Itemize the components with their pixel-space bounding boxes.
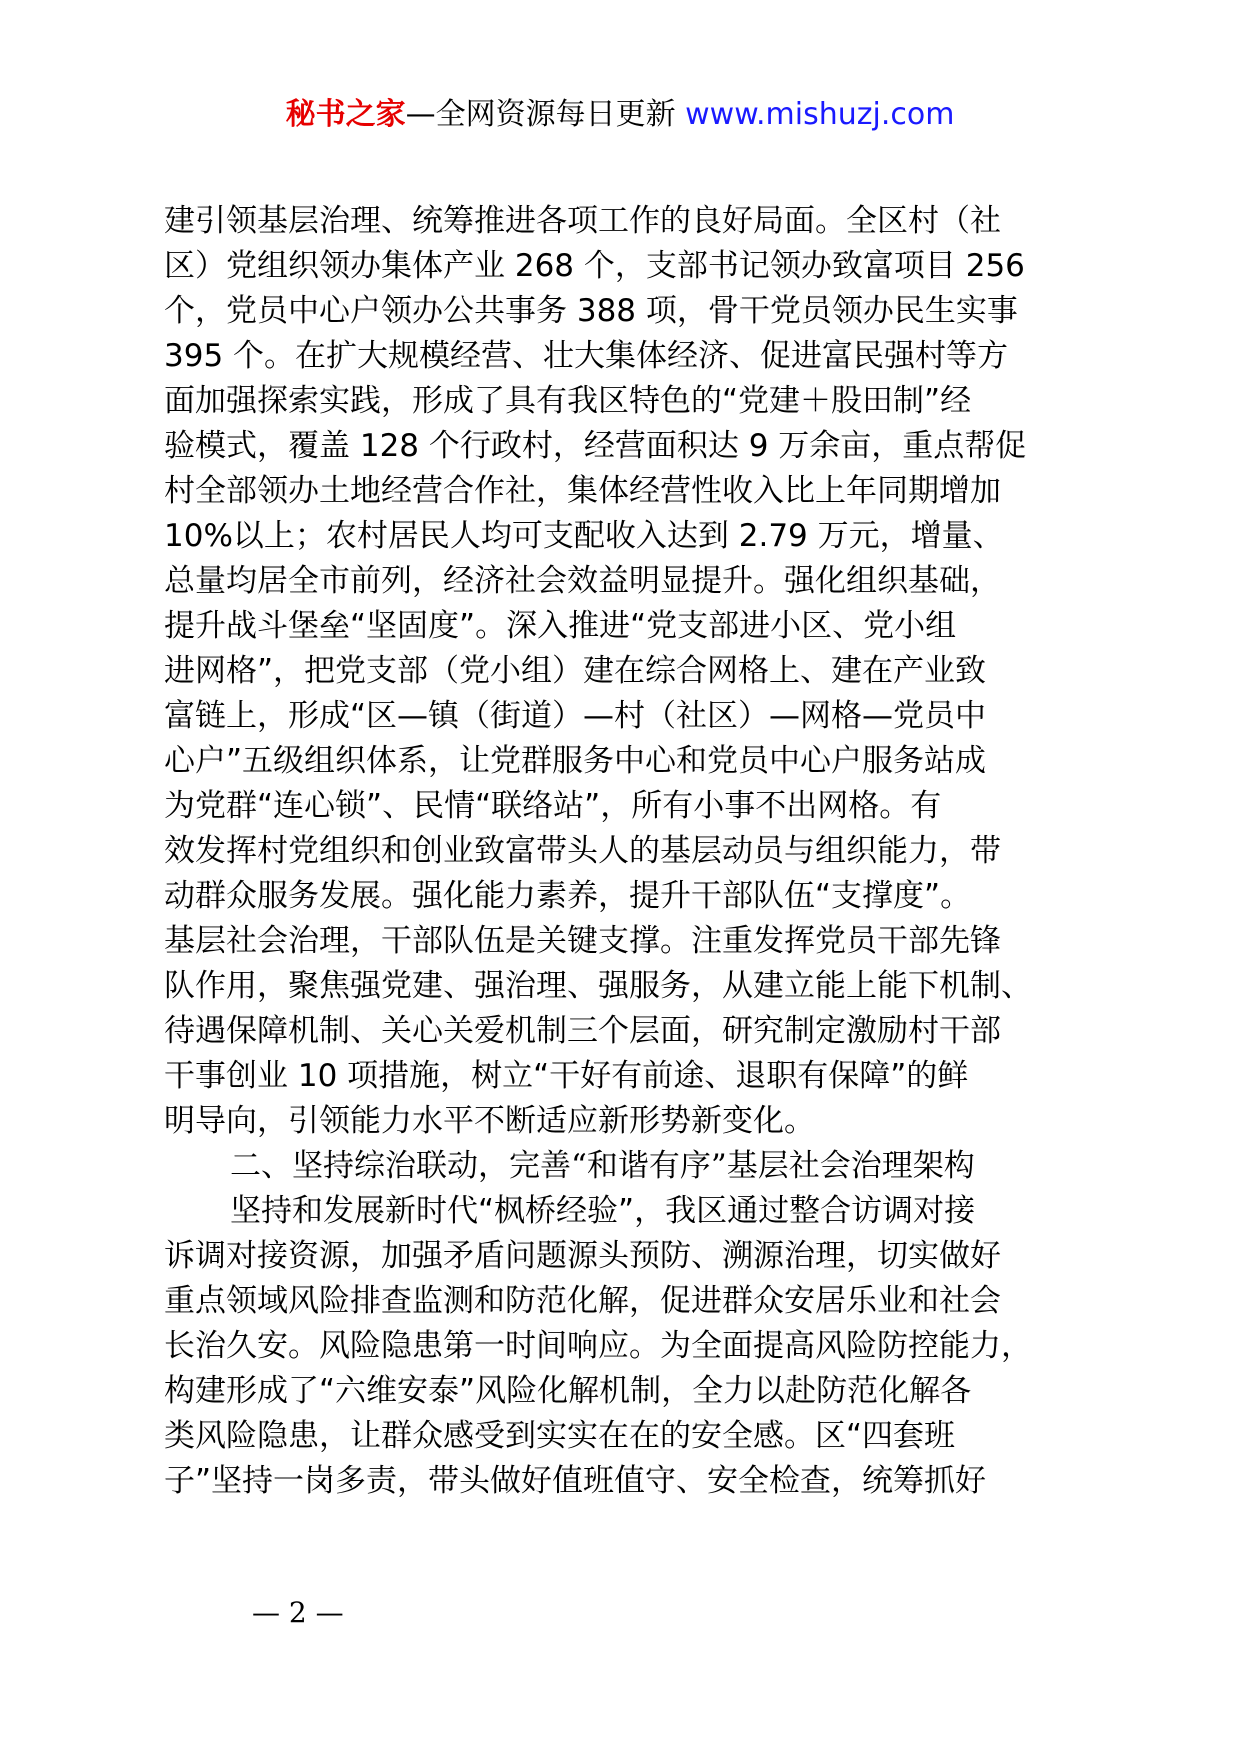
section-heading: 二、坚持综治联动，完善“和谐有序”基层社会治理架构 bbox=[230, 1148, 975, 1184]
tagline: —全网资源每日更新 bbox=[405, 97, 686, 132]
text-line: 面加强探索实践，形成了具有我区特色的“党建＋股田制”经 bbox=[164, 383, 972, 419]
text-line: 队作用，聚焦强党建、强治理、强服务，从建立能上能下机制、 bbox=[164, 968, 1032, 1004]
text-line: 验模式，覆盖 128 个行政村，经营面积达 9 万余亩，重点帮促 bbox=[164, 428, 1027, 464]
text-line: 动群众服务发展。强化能力素养，提升干部队伍“支撑度”。 bbox=[164, 878, 972, 914]
text-line: 村全部领办土地经营合作社，集体经营性收入比上年同期增加 bbox=[164, 473, 1001, 509]
brand-name: 秘书之家 bbox=[285, 97, 406, 132]
text-line: 重点领域风险排查监测和防范化解，促进群众安居乐业和社会 bbox=[164, 1283, 1001, 1319]
site-header bbox=[0, 95, 1240, 135]
text-line: 区）党组织领办集体产业 268 个，支部书记领办致富项目 256 bbox=[164, 248, 1025, 284]
document-body bbox=[164, 199, 1124, 1504]
text-line: 子”坚持一岗多责，带头做好值班值守、安全检查，统筹抓好 bbox=[164, 1463, 987, 1499]
text-line: 类风险隐患，让群众感受到实实在在的安全感。区“四套班 bbox=[164, 1418, 956, 1454]
text-line: 个，党员中心户领办公共事务 388 项，骨干党员领办民生实事 bbox=[164, 293, 1018, 329]
text-line: 长治久安。风险隐患第一时间响应。为全面提高风险防控能力， bbox=[164, 1328, 1032, 1364]
site-url-link[interactable]: www.mishuzj.com bbox=[685, 97, 955, 132]
text-line: 构建形成了“六维安泰”风险化解机制，全力以赴防范化解各 bbox=[164, 1373, 972, 1409]
text-line: 效发挥村党组织和创业致富带头人的基层动员与组织能力，带 bbox=[164, 833, 1001, 869]
text-line: 10%以上；农村居民人均可支配收入达到 2.79 万元，增量、 bbox=[164, 518, 1004, 554]
text-line: 明导向，引领能力水平不断适应新形势新变化。 bbox=[164, 1103, 815, 1139]
text-line: 干事创业 10 项措施，树立“干好有前途、退职有保障”的鲜 bbox=[164, 1058, 969, 1094]
text-line: 待遇保障机制、关心关爱机制三个层面，研究制定激励村干部 bbox=[164, 1013, 1001, 1049]
text-line: 坚持和发展新时代“枫桥经验”，我区通过整合访调对接 bbox=[230, 1193, 976, 1229]
text-line: 395 个。在扩大规模经营、壮大集体经济、促进富民强村等方 bbox=[164, 338, 1009, 374]
text-line: 提升战斗堡垒“坚固度”。深入推进“党支部进小区、党小组 bbox=[164, 608, 957, 644]
text-line: 进网格”，把党支部（党小组）建在综合网格上、建在产业致 bbox=[164, 653, 987, 689]
text-line: 基层社会治理，干部队伍是关键支撑。注重发挥党员干部先锋 bbox=[164, 923, 1001, 959]
text-line: 心户”五级组织体系，让党群服务中心和党员中心户服务站成 bbox=[164, 743, 987, 779]
text-line: 建引领基层治理、统筹推进各项工作的良好局面。全区村（社 bbox=[164, 203, 1001, 239]
text-line: 总量均居全市前列，经济社会效益明显提升。强化组织基础， bbox=[164, 563, 1001, 599]
text-line: 诉调对接资源，加强矛盾问题源头预防、溯源治理，切实做好 bbox=[164, 1238, 1001, 1274]
text-line: 为党群“连心锁”、民情“联络站”，所有小事不出网格。有 bbox=[164, 788, 942, 824]
text-line: 富链上，形成“区—镇（街道）—村（社区）—网格—党员中 bbox=[164, 698, 987, 734]
page-number: — 2 — bbox=[252, 1596, 344, 1629]
